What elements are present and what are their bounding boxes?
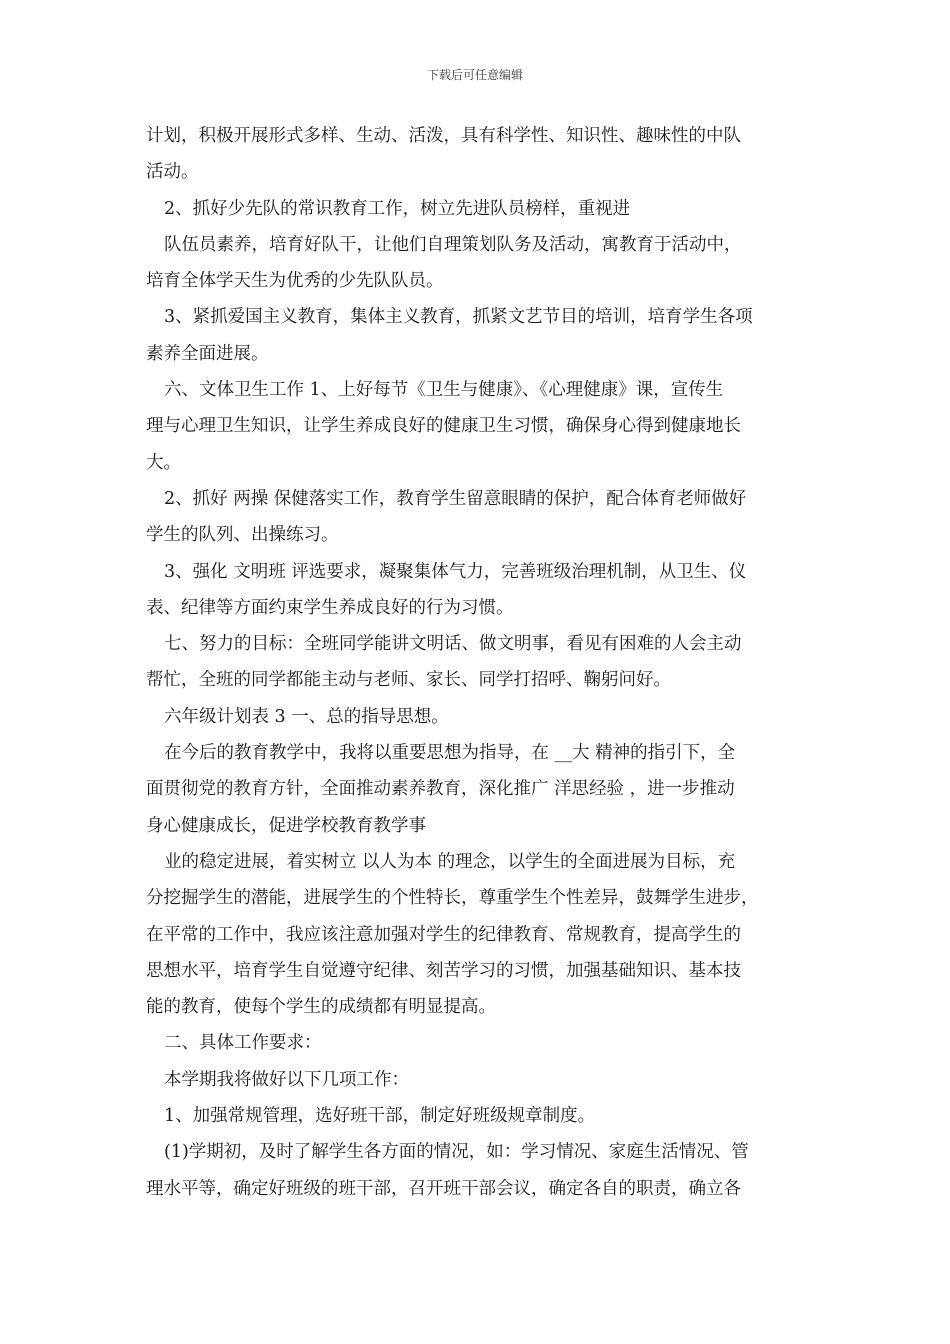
text-line: 表、纪律等方面约束学生养成良好的行为习惯。 [146,597,514,618]
text-line: 本学期我将做好以下几项工作： [164,1069,409,1090]
text-line: 业的稳定进展，着实树立 以人为本 的理念，以学生的全面进展为目标，充 [164,851,736,872]
text-line: 在今后的教育教学中，我将以重要思想为指导，在 __大 精神的指引下，全 [164,743,736,764]
text-line: 在平常的工作中，我应该注意加强对学生的纪律教育、常规教育，提高学生的 [146,924,741,945]
text-line: 六、文体卫生工作 1、上好每节《卫生与健康》、《心理健康》课，宣传生 [164,380,724,401]
text-line: 二、具体工作要求： [164,1033,322,1054]
text-line: 身心健康成长，促进学校教育教学事 [146,815,426,836]
text-line: 3、紧抓爱国主义教育，集体主义教育，抓紧文艺节目的培训，培育学生各项 [164,307,753,328]
text-line: 理与心理卫生知识，让学生养成良好的健康卫生习惯，确保身心得到健康地长 [146,416,741,437]
header-note: 下载后可任意编辑 [426,68,523,82]
text-line: 大。 [146,452,181,473]
text-line: 1、加强常规管理，选好班干部，制定好班级规章制度。 [164,1106,596,1127]
text-line: 思想水平，培育学生自觉遵守纪律、刻苦学习的习惯，加强基础知识、基本技 [146,960,741,981]
text-line: 面贯彻党的教育方针，全面推动素养教育，深化推广 洋思经验 ，进一步推动 [146,779,735,800]
text-line: (1)学期初，及时了解学生各方面的情况，如：学习情况、家庭生活情况、管 [164,1142,749,1163]
text-line: 2、抓好 两操 保健落实工作，教育学生留意眼睛的保护，配合体育老师做好 [164,488,747,509]
text-line: 素养全面进展。 [146,343,269,364]
text-line: 队伍员素养，培育好队干，让他们自理策划队务及活动，寓教育于活动中， [164,234,742,255]
text-line: 2、抓好少先队的常识教育工作，树立先进队员榜样，重视进 [164,198,631,219]
text-line: 活动。 [146,162,199,183]
text-line: 六年级计划表 3 一、总的指导思想。 [164,706,449,727]
text-line: 理水平等，确定好班级的班干部，召开班干部会议，确定各自的职责，确立各 [146,1178,741,1199]
text-line: 培育全体学天生为优秀的少先队队员。 [146,271,444,292]
text-line: 学生的队列、出操练习。 [146,525,339,546]
text-line: 帮忙，全班的同学都能主动与老师、家长、同学打招呼、鞠躬问好。 [146,670,671,691]
text-line: 3、强化 文明班 评选要求，凝聚集体气力，完善班级治理机制，从卫生、仪 [164,561,747,582]
text-line: 分挖掘学生的潜能，进展学生的个性特长，尊重学生个性差异，鼓舞学生进步， [146,888,759,909]
document-body [146,118,816,1207]
text-line: 七、努力的目标：全班同学能讲文明话、做文明事，看见有困难的人会主动 [164,634,742,655]
text-line: 计划，积极开展形式多样、生动、活泼，具有科学性、知识性、趣味性的中队 [146,126,741,146]
text-line: 能的教育，使每个学生的成绩都有明显提高。 [146,997,496,1018]
